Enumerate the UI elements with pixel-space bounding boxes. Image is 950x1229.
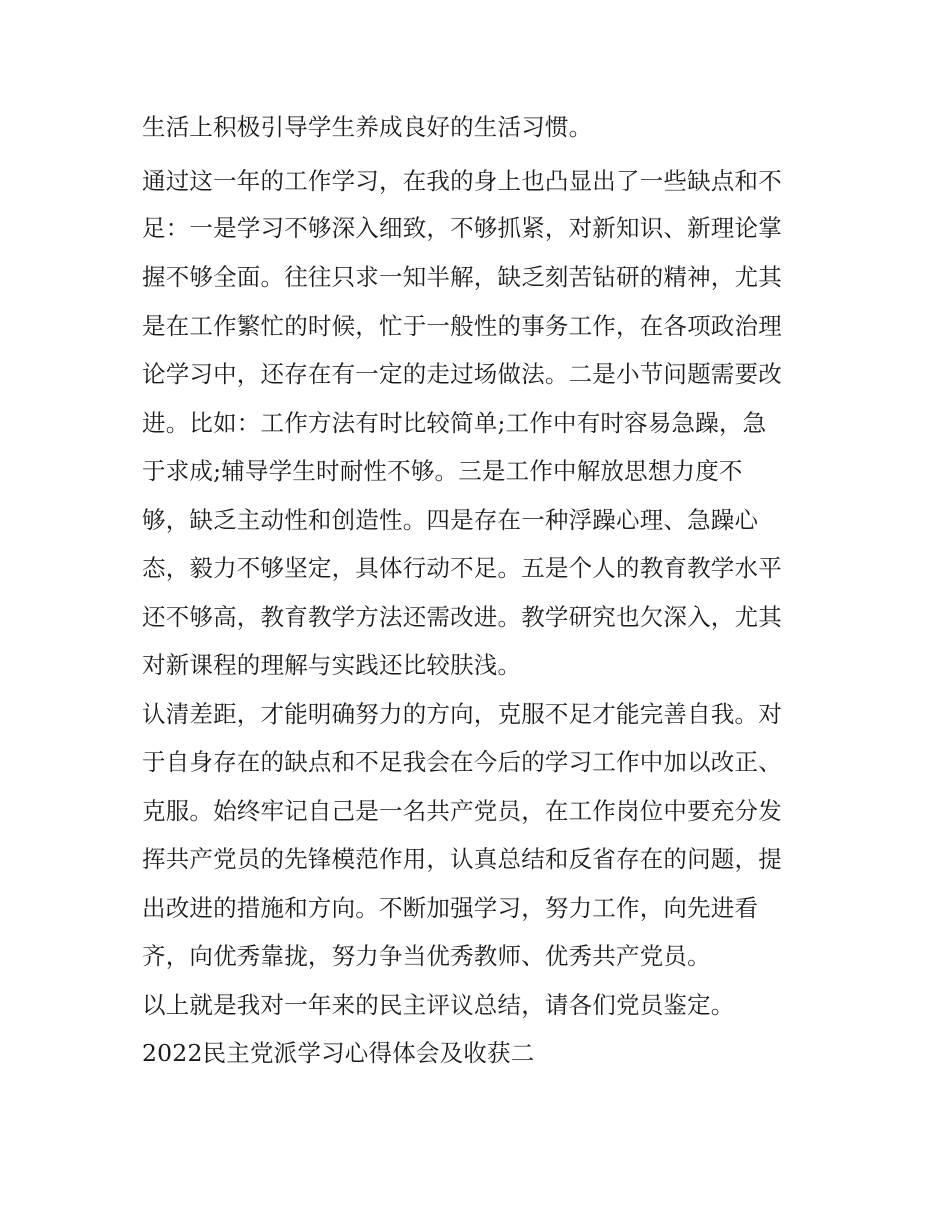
section-heading: 2022民主党派学习心得体会及收获二	[142, 1039, 535, 1067]
text-line: 还不够高，教育教学方法还需改进。教学研究也欠深入，尤其	[142, 603, 782, 631]
text-line: 出改进的措施和方向。不断加强学习，努力工作，向先进看	[142, 894, 759, 922]
text-line: 够，缺乏主动性和创造性。四是存在一种浮躁心理、急躁心	[142, 506, 759, 534]
text-line: 于求成;辅导学生时耐性不够。三是工作中解放思想力度不	[142, 457, 743, 485]
text-line: 进。比如：工作方法有时比较简单;工作中有时容易急躁，急	[142, 409, 767, 437]
text-line: 挥共产党员的先锋模范作用，认真总结和反省存在的问题，提	[142, 845, 782, 873]
text-line: 论学习中，还存在有一定的走过场做法。二是小节问题需要改	[142, 360, 782, 388]
text-line: 足：一是学习不够深入细致，不够抓紧，对新知识、新理论掌	[142, 214, 782, 242]
text-line: 生活上积极引导学生养成良好的生活习惯。	[142, 113, 593, 141]
text-line: 握不够全面。往往只求一知半解，缺乏刻苦钻研的精神，尤其	[142, 263, 782, 291]
text-line: 认清差距，才能明确努力的方向，克服不足才能完善自我。对	[142, 700, 782, 728]
text-line: 是在工作繁忙的时候，忙于一般性的事务工作，在各项政治理	[142, 312, 782, 340]
text-line: 克服。始终牢记自己是一名共产党员，在工作岗位中要充分发	[142, 797, 782, 825]
text-line: 通过这一年的工作学习，在我的身上也凸显出了一些缺点和不	[142, 167, 782, 195]
text-line: 于自身存在的缺点和不足我会在今后的学习工作中加以改正、	[142, 748, 782, 776]
text-line: 齐，向优秀靠拢，努力争当优秀教师、优秀共产党员。	[142, 942, 711, 970]
text-line: 对新课程的理解与实践还比较肤浅。	[142, 651, 522, 679]
text-line: 态，毅力不够坚定，具体行动不足。五是个人的教育教学水平	[142, 554, 782, 582]
text-line: 以上就是我对一年来的民主评议总结，请各们党员鉴定。	[142, 991, 735, 1019]
